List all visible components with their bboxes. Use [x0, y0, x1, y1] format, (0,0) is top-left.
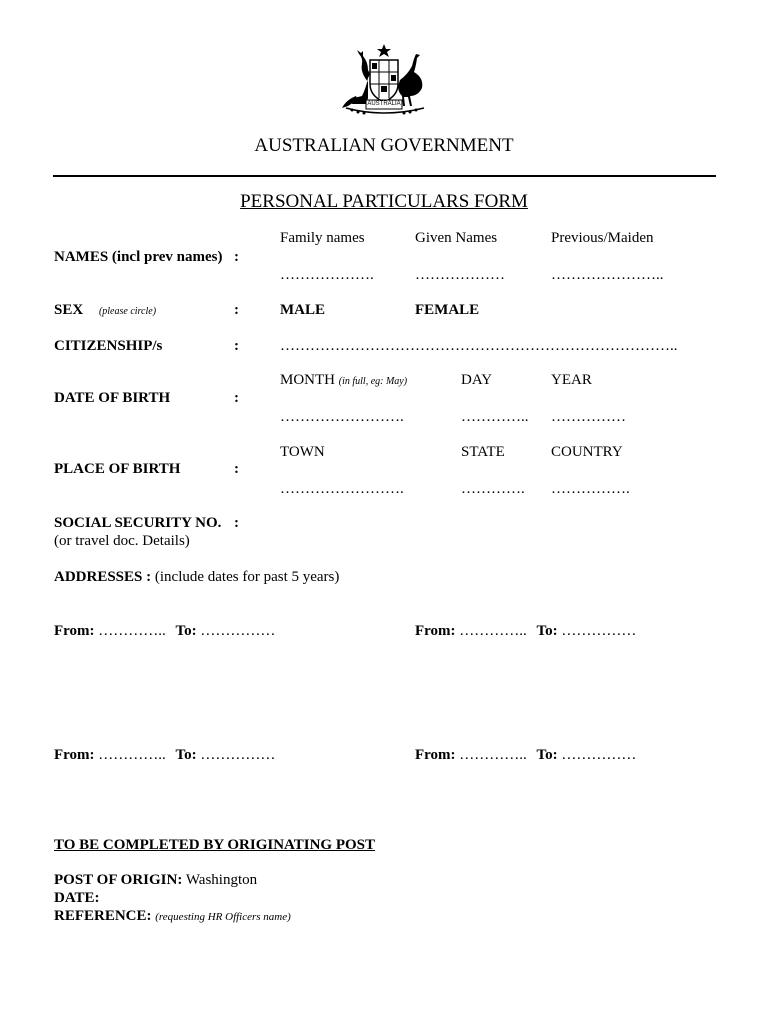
- from-date-field[interactable]: …………..: [459, 623, 527, 639]
- to-date-field[interactable]: ……………: [200, 747, 276, 763]
- col-header-family-names: Family names: [280, 230, 365, 246]
- from-label: From:: [54, 623, 95, 639]
- month-note: (in full, eg: May): [338, 376, 408, 387]
- post-of-origin-value: Washington: [185, 872, 258, 888]
- address-entry-1: [54, 623, 275, 640]
- from-label: From:: [415, 747, 456, 763]
- reference-row: [54, 908, 291, 925]
- dob-month-field[interactable]: …………………….: [280, 409, 404, 425]
- address-entry-2: [415, 623, 636, 640]
- month-header-text: MONTH: [280, 372, 335, 388]
- address-entry-4: [415, 747, 636, 764]
- to-date-field[interactable]: ……………: [200, 623, 276, 639]
- header-divider: [53, 175, 716, 177]
- names-colon: :: [234, 249, 239, 265]
- coat-of-arms-emblem: [332, 42, 436, 120]
- col-header-year: YEAR: [551, 372, 592, 388]
- sex-option-male[interactable]: MALE: [280, 302, 325, 318]
- sex-note: (please circle): [98, 306, 157, 317]
- from-label: From:: [415, 623, 456, 639]
- citizenship-field[interactable]: ……………………………………………………………………..: [280, 338, 678, 354]
- sex-option-female[interactable]: FEMALE: [415, 302, 480, 318]
- addresses-note: (include dates for past 5 years): [154, 569, 340, 585]
- dob-colon: :: [234, 390, 239, 406]
- sex-colon: :: [234, 302, 239, 318]
- citizenship-label: CITIZENSHIP/s: [54, 338, 163, 354]
- form-title: PERSONAL PARTICULARS FORM: [240, 191, 528, 212]
- col-header-state: STATE: [461, 444, 505, 460]
- pob-state-field[interactable]: ………….: [461, 481, 525, 497]
- address-entry-3: [54, 747, 275, 764]
- post-of-origin-row: [54, 872, 257, 889]
- given-names-field[interactable]: ………………: [415, 267, 505, 283]
- addresses-label: ADDRESSES :: [54, 569, 152, 585]
- pob-country-field[interactable]: …………….: [551, 481, 630, 497]
- previous-names-field[interactable]: …………………..: [551, 267, 664, 283]
- col-header-month: [280, 372, 407, 389]
- from-label: From:: [54, 747, 95, 763]
- citizenship-colon: :: [234, 338, 239, 354]
- addresses-heading: [54, 569, 339, 586]
- originating-post-heading: TO BE COMPLETED BY ORIGINATING POST: [54, 837, 376, 853]
- dob-day-field[interactable]: …………..: [461, 409, 529, 425]
- sex-label: [54, 302, 156, 319]
- pob-town-field[interactable]: …………………….: [280, 481, 404, 497]
- pob-label: PLACE OF BIRTH: [54, 461, 181, 477]
- from-date-field[interactable]: …………..: [459, 747, 527, 763]
- ssn-colon: :: [234, 515, 239, 531]
- col-header-given-names: Given Names: [415, 230, 498, 246]
- to-date-field[interactable]: ……………: [561, 747, 637, 763]
- reference-note: (requesting HR Officers name): [155, 911, 291, 923]
- reference-label: REFERENCE:: [54, 908, 152, 924]
- col-header-previous-maiden: Previous/Maiden: [551, 230, 654, 246]
- ssn-sublabel: (or travel doc. Details): [54, 533, 190, 549]
- dob-label: DATE OF BIRTH: [54, 390, 171, 406]
- to-label: To:: [175, 623, 197, 639]
- pob-colon: :: [234, 461, 239, 477]
- post-of-origin-label: POST OF ORIGIN:: [54, 872, 183, 888]
- ssn-label: SOCIAL SECURITY NO.: [54, 515, 222, 531]
- dob-year-field[interactable]: ……………: [551, 409, 626, 425]
- sex-label-text: SEX: [54, 302, 84, 318]
- from-date-field[interactable]: …………..: [98, 623, 166, 639]
- to-label: To:: [536, 623, 558, 639]
- col-header-town: TOWN: [280, 444, 325, 460]
- government-title: AUSTRALIAN GOVERNMENT: [254, 135, 514, 156]
- names-label: NAMES (incl prev names): [54, 249, 223, 265]
- crest-banner-text: AUSTRALIA: [367, 101, 401, 107]
- col-header-country: COUNTRY: [551, 444, 623, 460]
- to-label: To:: [536, 747, 558, 763]
- col-header-day: DAY: [461, 372, 493, 388]
- to-label: To:: [175, 747, 197, 763]
- date-label: DATE:: [54, 890, 100, 906]
- family-names-field[interactable]: ……………….: [280, 267, 374, 283]
- to-date-field[interactable]: ……………: [561, 623, 637, 639]
- from-date-field[interactable]: …………..: [98, 747, 166, 763]
